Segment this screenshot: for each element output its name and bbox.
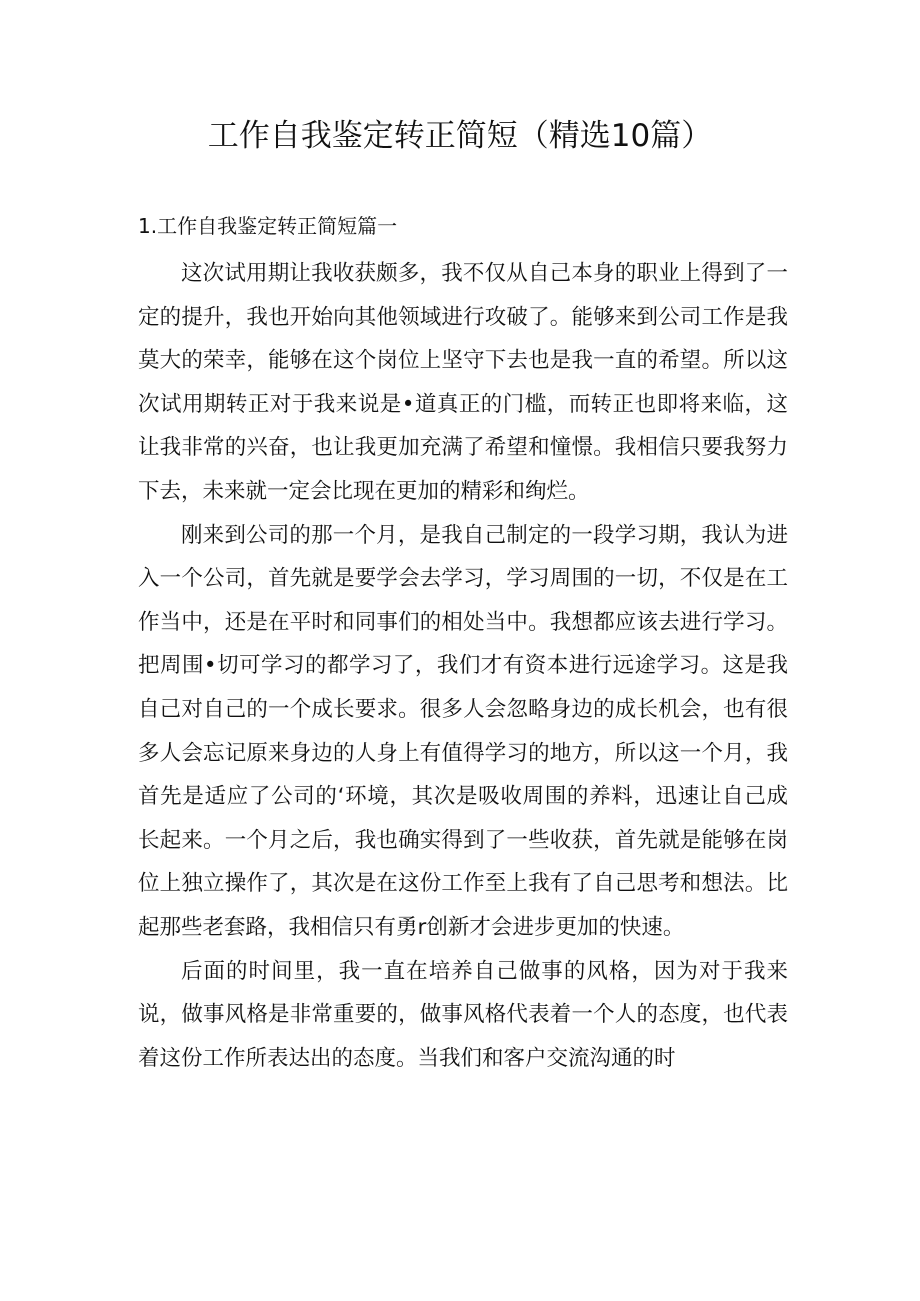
section-heading: 1.工作自我鉴定转正简短篇一 [138, 214, 398, 238]
document-title: 工作自我鉴定转正简短（精选10篇） [207, 118, 713, 154]
paragraph: 后面的时间里，我一直在培养自己做事的风格，因为对于我来说，做事风格是非常重要的，做事风格代表着一个人的态度，也代表着这份工作所表达出的态度。当我们和客户交流沟通的时 [138, 958, 788, 1071]
paragraph: 刚来到公司的那一个月，是我自己制定的一段学习期，我认为进入一个公司，首先就是要学会去学习，学习周围的一切，不仅是在工作当中，还是在平时和同事们的相处当中。我想都应该去进行学习。把周围•切可学习的都学习了，我们才有资本进行远途学习。这是我自己对自己的一个成长要求。很多人会忽略身边的成长机会，也有很多人会忘记原来身边的人身上有值得学习的地方，所以这一个月，我首先是适应了公司的‘环境，其次是吸收周围的养料，迅速让自己成长起来。一个月之后，我也确实得到了一些收获，首先就是能够在岗位上独立操作了，其次是在这份工作至上我有了自己思考和想法。比起那些老套路，我相信只有勇r创新才会进步更加的快速。 [138, 522, 788, 940]
paragraph: 这次试用期让我收获颇多，我不仅从自己本身的职业上得到了一定的提升，我也开始向其他领域进行攻破了。能够来到公司工作是我莫大的荣幸，能够在这个岗位上坚守下去也是我一直的希望。所以这次试用期转正对于我来说是•道真正的门槛，而转正也即将来临，这让我非常的兴奋，也让我更加充满了希望和憧憬。我相信只要我努力下去，未来就一定会比现在更加的精彩和绚烂。 [138, 261, 788, 504]
document-body [138, 252, 788, 1080]
